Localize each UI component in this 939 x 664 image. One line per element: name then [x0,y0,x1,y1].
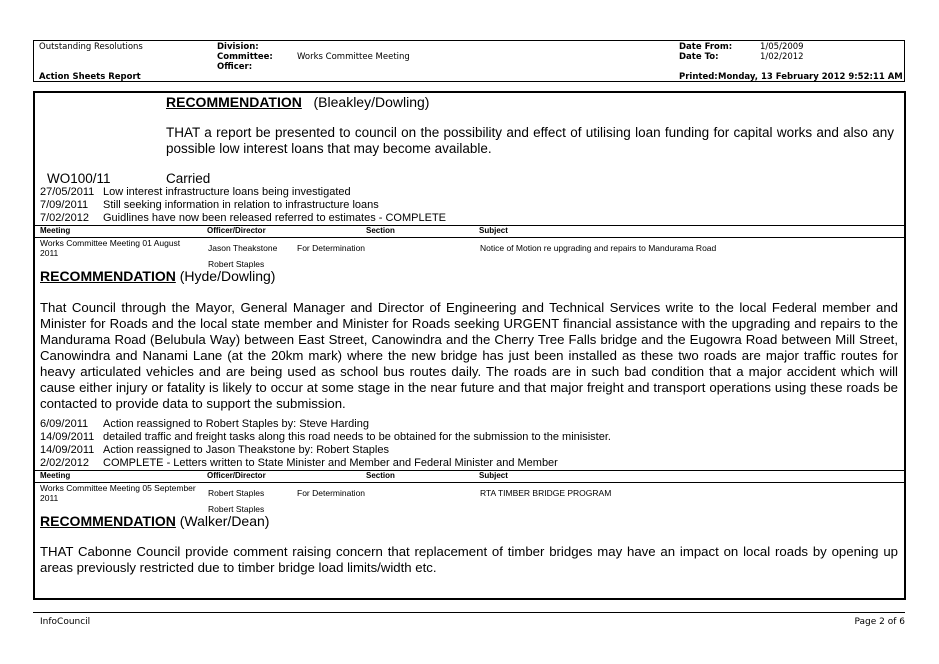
recommendation-text-3: THAT Cabonne Council provide comment raising concern that replacement of timber bridges may have an impact on local roads by opening up areas previously restricted due to timber bridge load limits/width etc. [40,544,898,575]
recommendation-text-2: That Council through the Mayor, General Manager and Director of Engineering and Technical Services write to the local Federal member and Minister for Roads and the local state member and Minister for Roads seeking URGENT financial assistance with the upgrading and repairs to the Mandurama Road (Belubula Way) between East Street, Canowindra and the Cherry Tree Falls bridge and the Eugowra Road between Mill Street, Canowindra and Nanami Lane (at the 20km mark) where the new bridge has just been installed as these two roads are major traffic routes for heavy articulated vehicles and are being used as school bus routes daily. The roads are in such bad condition that a major accident which will cause either injury or fatality is likely to occur at some stage in the near future and that major freight and transport operations using these roads be contacted to provide data to support the submission. [40,300,898,411]
section-name: For Determination [297,488,366,498]
committee-value: Works Committee Meeting [297,52,410,62]
table-header-row [35,226,904,236]
date-from-value: 1/05/2009 [760,42,804,52]
action-entry: 7/09/2011 Still seeking information in relation to infrastructure loans [40,199,379,211]
action-entry: 7/02/2012 Guidlines have now been released referred to estimates - COMPLETE [40,212,446,224]
meeting-name: Works Committee Meeting 01 August 2011 [40,238,181,258]
date-to-label: Date To: [679,52,719,62]
officer-name: Robert Staples [208,488,265,498]
recommendation-label: RECOMMENDATION [40,268,176,284]
subject-text: RTA TIMBER BRIDGE PROGRAM [480,488,612,498]
col-subject: Subject [479,471,508,480]
officer-name: Jason Theakstone [208,243,278,253]
report-header [33,40,905,82]
meeting-name: Works Committee Meeting 05 September 2011 [40,483,196,503]
recommendation-label: RECOMMENDATION [166,94,302,110]
action-entry: 6/09/2011 Action reassigned to Robert Staples by: Steve Harding [40,418,369,430]
recommendation-heading-3 [40,513,269,529]
report-name: Outstanding Resolutions [39,42,143,52]
col-meeting: Meeting [40,471,71,480]
action-entry: 2/02/2012 COMPLETE - Letters written to State Minister and Member and Federal Minister and Member [40,457,558,469]
recommendation-heading-1 [166,94,429,110]
col-subject: Subject [479,226,508,235]
report-type: Action Sheets Report [39,72,141,82]
col-officer: Officer/Director [207,226,266,235]
recommendation-label: RECOMMENDATION [40,513,176,529]
director-name: Robert Staples [208,259,265,269]
section-name: For Determination [297,243,366,253]
col-section: Section [366,471,395,480]
action-entry: 14/09/2011 detailed traffic and freight tasks along this road needs to be obtained for the submission to the minisister. [40,431,611,443]
division-label: Division: [217,42,259,52]
date-to-value: 1/02/2012 [760,52,804,62]
action-entry: 14/09/2011 Action reassigned to Jason Theakstone by: Robert Staples [40,444,389,456]
movers: (Hyde/Dowling) [179,268,276,284]
officer-label: Officer: [217,62,253,72]
table-header-row [35,471,904,481]
director-name: Robert Staples [208,504,265,514]
resolution-status: Carried [166,171,211,186]
resolution-ref: WO100/11 [47,171,111,186]
date-from-label: Date From: [679,42,733,52]
action-entry: 27/05/2011 Low interest infrastructure loans being investigated [40,186,351,198]
movers: (Walker/Dean) [179,513,270,529]
footer-rule [33,612,905,613]
printed-label: Printed: [679,72,718,82]
subject-text: Notice of Motion re upgrading and repairs to Mandurama Road [480,243,717,253]
committee-label: Committee: [217,52,273,62]
col-section: Section [366,226,395,235]
footer-page-number: Page 2 of 6 [854,617,905,627]
movers: (Bleakley/Dowling) [313,94,430,110]
col-officer: Officer/Director [207,471,266,480]
recommendation-text-1: THAT a report be presented to council on the possibility and effect of utilising loan funding for capital works and also any possible low interest loans that may become available. [166,125,894,156]
footer-app-name: InfoCouncil [40,617,91,627]
recommendation-heading-2 [40,268,275,284]
col-meeting: Meeting [40,226,71,235]
printed-value: Monday, 13 February 2012 9:52:11 AM [718,72,903,82]
